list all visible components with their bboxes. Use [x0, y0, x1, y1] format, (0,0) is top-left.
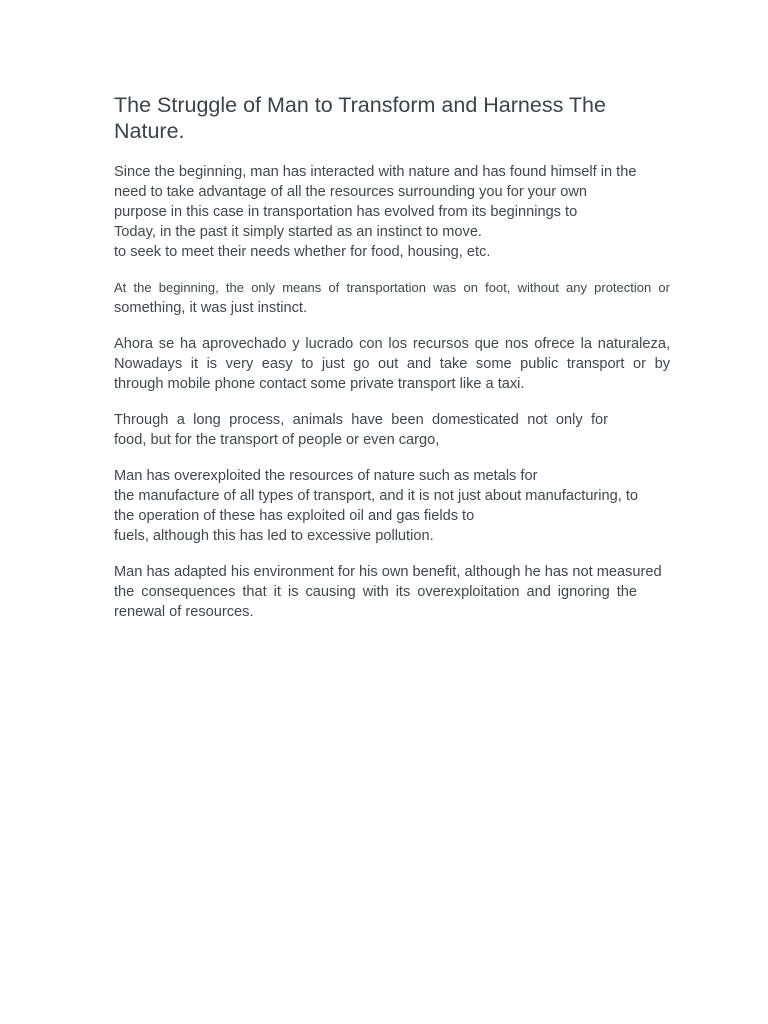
paragraph-line: Man has adapted his environment for his own benefit, although he has not measured: [114, 564, 662, 580]
paragraph-line: Since the beginning, man has interacted with nature and has found himself in the: [114, 164, 637, 180]
paragraph-line: Ahora se ha aprovechado y lucrado con los recursos que nos ofrece la naturaleza,: [114, 336, 670, 352]
document-title: The Struggle of Man to Transform and Harness The Nature.: [114, 93, 606, 143]
paragraph-line: Today, in the past it simply started as an instinct to move.: [114, 224, 482, 240]
paragraph-1: [114, 162, 670, 262]
paragraph-line: Through a long process, animals have been domesticated not only for: [114, 412, 608, 428]
paragraph-line: to seek to meet their needs whether for food, housing, etc.: [114, 244, 491, 260]
paragraph-line: the manufacture of all types of transport, and it is not just about manufacturing, to: [114, 488, 639, 504]
paragraph-line: the consequences that it is causing with its overexploitation and ignoring the: [114, 584, 637, 600]
paragraph-2: [114, 278, 670, 318]
paragraph-line: the operation of these has exploited oil and gas fields to: [114, 508, 475, 524]
paragraph-4: [114, 410, 608, 450]
paragraph-5: [114, 466, 670, 546]
paragraph-line: something, it was just instinct.: [114, 300, 308, 316]
paragraph-line: Nowadays it is very easy to just go out and take some public transport or by: [114, 356, 670, 372]
paragraph-line: At the beginning, the only means of transportation was on foot, without any protection or: [114, 280, 670, 295]
paragraph-line: renewal of resources.: [114, 604, 254, 620]
paragraph-3: [114, 334, 670, 394]
paragraph-line: purpose in this case in transportation has evolved from its beginnings to: [114, 204, 578, 220]
paragraph-6: [114, 562, 662, 622]
paragraph-line: Man has overexploited the resources of nature such as metals for: [114, 468, 538, 484]
paragraph-line: food, but for the transport of people or even cargo,: [114, 432, 440, 448]
paragraph-line: fuels, although this has led to excessive pollution.: [114, 528, 434, 544]
paragraph-line: need to take advantage of all the resources surrounding you for your own: [114, 184, 587, 200]
document-page: [114, 92, 670, 638]
paragraph-line: through mobile phone contact some private transport like a taxi.: [114, 376, 525, 392]
